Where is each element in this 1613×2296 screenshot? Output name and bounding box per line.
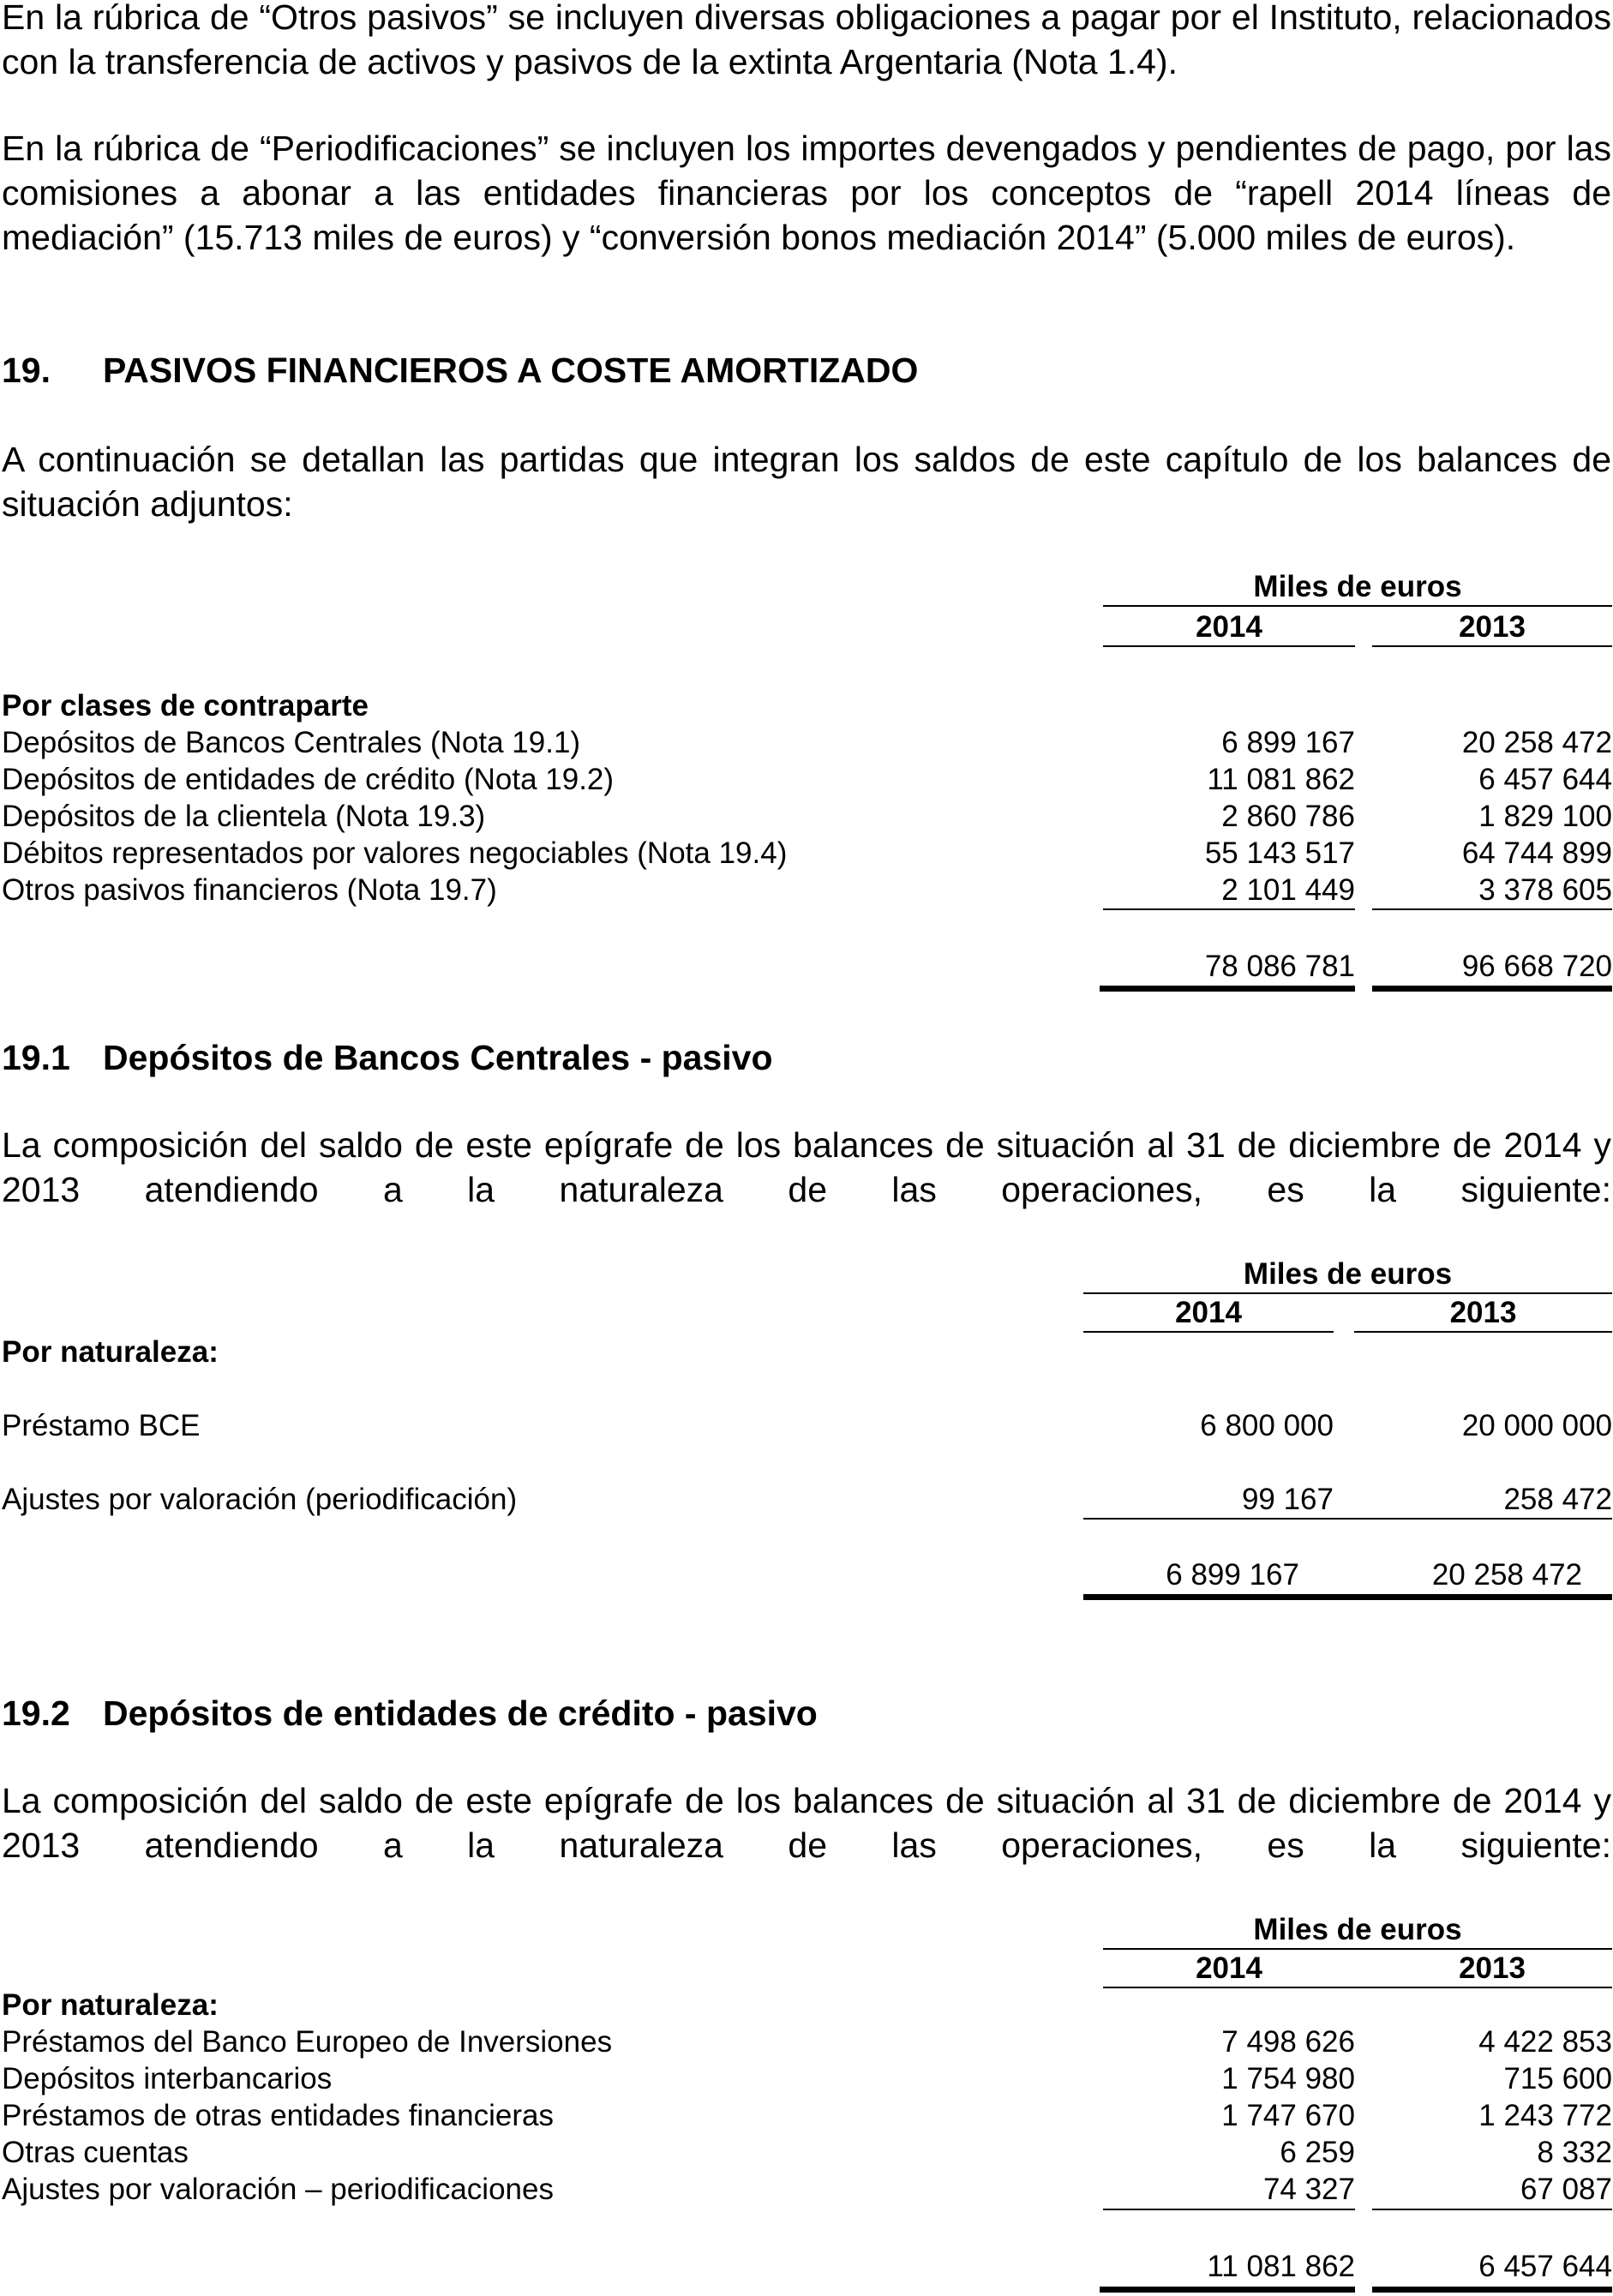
- subtotal-rule: [1083, 1518, 1612, 1520]
- section-heading-19-2: [2, 1691, 818, 1735]
- row-value-2013: 715 600: [1503, 2062, 1612, 2095]
- row-value-2014: 74 327: [1262, 2173, 1355, 2206]
- column-header-2014: 2014: [1196, 610, 1262, 644]
- total-double-rule: [1083, 1594, 1612, 1600]
- row-label: Otros pasivos financieros (Nota 19.7): [2, 873, 497, 907]
- total-double-rule-2014: [1100, 2287, 1355, 2293]
- column-header-2014: 2014: [1175, 1296, 1242, 1329]
- column-rule-2014: [1083, 1331, 1334, 1333]
- total-value-2013: 96 668 720: [1461, 950, 1612, 983]
- row-label: Ajustes por valoración (periodificación): [2, 1483, 518, 1516]
- table-unit-header: Miles de euros: [1253, 570, 1462, 603]
- section-title: Depósitos de entidades de crédito - pasivo: [103, 1694, 818, 1733]
- column-rule-2014: [1103, 645, 1355, 647]
- row-value-2013: 8 332: [1537, 2136, 1612, 2169]
- row-value-2014: 2 101 449: [1221, 873, 1355, 907]
- total-value-2013: 20 258 472: [1431, 1558, 1582, 1592]
- section-heading-19: [2, 348, 918, 393]
- table-group-label: Por clases de contraparte: [2, 689, 369, 722]
- column-header-2014: 2014: [1196, 1951, 1262, 1985]
- table-unit-header: Miles de euros: [1243, 1257, 1453, 1291]
- row-value-2014: 1 754 980: [1221, 2062, 1355, 2095]
- total-double-rule-2014: [1100, 986, 1355, 992]
- row-value-2014: 6 899 167: [1221, 726, 1355, 759]
- row-value-2014: 7 498 626: [1221, 2025, 1355, 2059]
- total-double-rule-2013: [1372, 2287, 1612, 2293]
- total-double-rule-2013: [1372, 986, 1612, 992]
- column-rule-2013: [1372, 645, 1612, 647]
- column-header-2013: 2013: [1449, 1296, 1517, 1329]
- section-number: 19.2: [2, 1694, 70, 1733]
- row-value-2013: 20 000 000: [1461, 1409, 1612, 1442]
- section-number: 19.1: [2, 1038, 70, 1077]
- section-heading-19-1: [2, 1035, 773, 1080]
- table-group-label: Por naturaleza:: [2, 1335, 219, 1369]
- row-label: Préstamos del Banco Europeo de Inversiones: [2, 2025, 613, 2059]
- total-value-2013: 6 457 644: [1478, 2250, 1612, 2283]
- row-value-2014: 11 081 862: [1207, 763, 1355, 796]
- table-group-label: Por naturaleza:: [2, 1988, 219, 2022]
- row-label: Otras cuentas: [2, 2136, 189, 2169]
- row-value-2014: 2 860 786: [1221, 800, 1355, 833]
- total-value-2014: 11 081 862: [1207, 2250, 1355, 2283]
- table-unit-header: Miles de euros: [1253, 1913, 1462, 1946]
- row-label: Débitos representados por valores negociables (Nota 19.4): [2, 836, 788, 870]
- row-value-2013: 20 258 472: [1461, 726, 1612, 759]
- row-value-2013: 1 243 772: [1478, 2099, 1612, 2132]
- row-label: Depósitos de la clientela (Nota 19.3): [2, 800, 486, 833]
- row-value-2013: 3 378 605: [1478, 873, 1612, 907]
- total-value-2014: 78 086 781: [1204, 950, 1355, 983]
- total-value-2014: 6 899 167: [1166, 1558, 1299, 1592]
- row-value-2013: 6 457 644: [1478, 763, 1612, 796]
- header-rule: [1083, 1292, 1612, 1294]
- row-value-2013: 4 422 853: [1478, 2025, 1612, 2059]
- row-label: Préstamo BCE: [2, 1409, 201, 1442]
- row-value-2014: 55 143 517: [1204, 836, 1355, 870]
- row-label: Préstamos de otras entidades financieras: [2, 2099, 554, 2132]
- paragraph-periodificaciones: En la rúbrica de “Periodificaciones” se incluyen los importes devengados y pendientes de pago, por las comisiones a abonar a las entidades financieras por los conceptos de “rapell 2014 líneas de mediación” (15.713 miles de euros) y “conversión bonos mediación 2014” (5.000 miles de euros).: [2, 129, 1611, 257]
- subtotal-rule-2014: [1103, 2209, 1355, 2210]
- row-value-2014: 99 167: [1241, 1483, 1334, 1516]
- column-header-2013: 2013: [1459, 1951, 1526, 1985]
- row-value-2013: 1 829 100: [1478, 800, 1612, 833]
- row-value-2013: 258 472: [1503, 1483, 1612, 1516]
- section-title: Depósitos de Bancos Centrales - pasivo: [103, 1038, 773, 1077]
- header-rule: [1103, 605, 1612, 607]
- row-value-2014: 1 747 670: [1221, 2099, 1355, 2132]
- paragraph-intro-19: A continuación se detallan las partidas que integran los saldos de este capítulo de los balances de situación adjuntos:: [2, 440, 1611, 524]
- paragraph-intro-19-1: La composición del saldo de este epígrafe de los balances de situación al 31 de diciembre de 2014 y 2013 atendiendo a la naturaleza de las operaciones, es la siguiente:: [2, 1125, 1611, 1209]
- section-title: PASIVOS FINANCIEROS A COSTE AMORTIZADO: [103, 351, 919, 390]
- row-label: Ajustes por valoración – periodificaciones: [2, 2173, 554, 2206]
- row-label: Depósitos interbancarios: [2, 2062, 333, 2095]
- paragraph-intro-19-2: La composición del saldo de este epígrafe de los balances de situación al 31 de diciembre de 2014 y 2013 atendiendo a la naturaleza de las operaciones, es la siguiente:: [2, 1781, 1611, 1865]
- column-rule-2013: [1354, 1331, 1612, 1333]
- column-header-2013: 2013: [1459, 610, 1526, 644]
- row-value-2014: 6 800 000: [1200, 1409, 1334, 1442]
- row-value-2013: 67 087: [1520, 2173, 1612, 2206]
- section-number: 19.: [2, 351, 51, 390]
- row-label: Depósitos de Bancos Centrales (Nota 19.1): [2, 726, 581, 759]
- subtotal-rule-2013: [1372, 2209, 1612, 2210]
- row-value-2013: 64 744 899: [1461, 836, 1612, 870]
- row-value-2014: 6 259: [1280, 2136, 1355, 2169]
- paragraph-otros-pasivos: En la rúbrica de “Otros pasivos” se incluyen diversas obligaciones a pagar por el Instituto, relacionados con la transferencia de activos y pasivos de la extinta Argentaria (Nota 1.4).: [2, 0, 1611, 81]
- column-rule: [1103, 1987, 1612, 1988]
- subtotal-rule-2013: [1372, 908, 1612, 910]
- row-label: Depósitos de entidades de crédito (Nota 19.2): [2, 763, 615, 796]
- subtotal-rule-2014: [1103, 908, 1355, 910]
- header-rule: [1103, 1948, 1612, 1950]
